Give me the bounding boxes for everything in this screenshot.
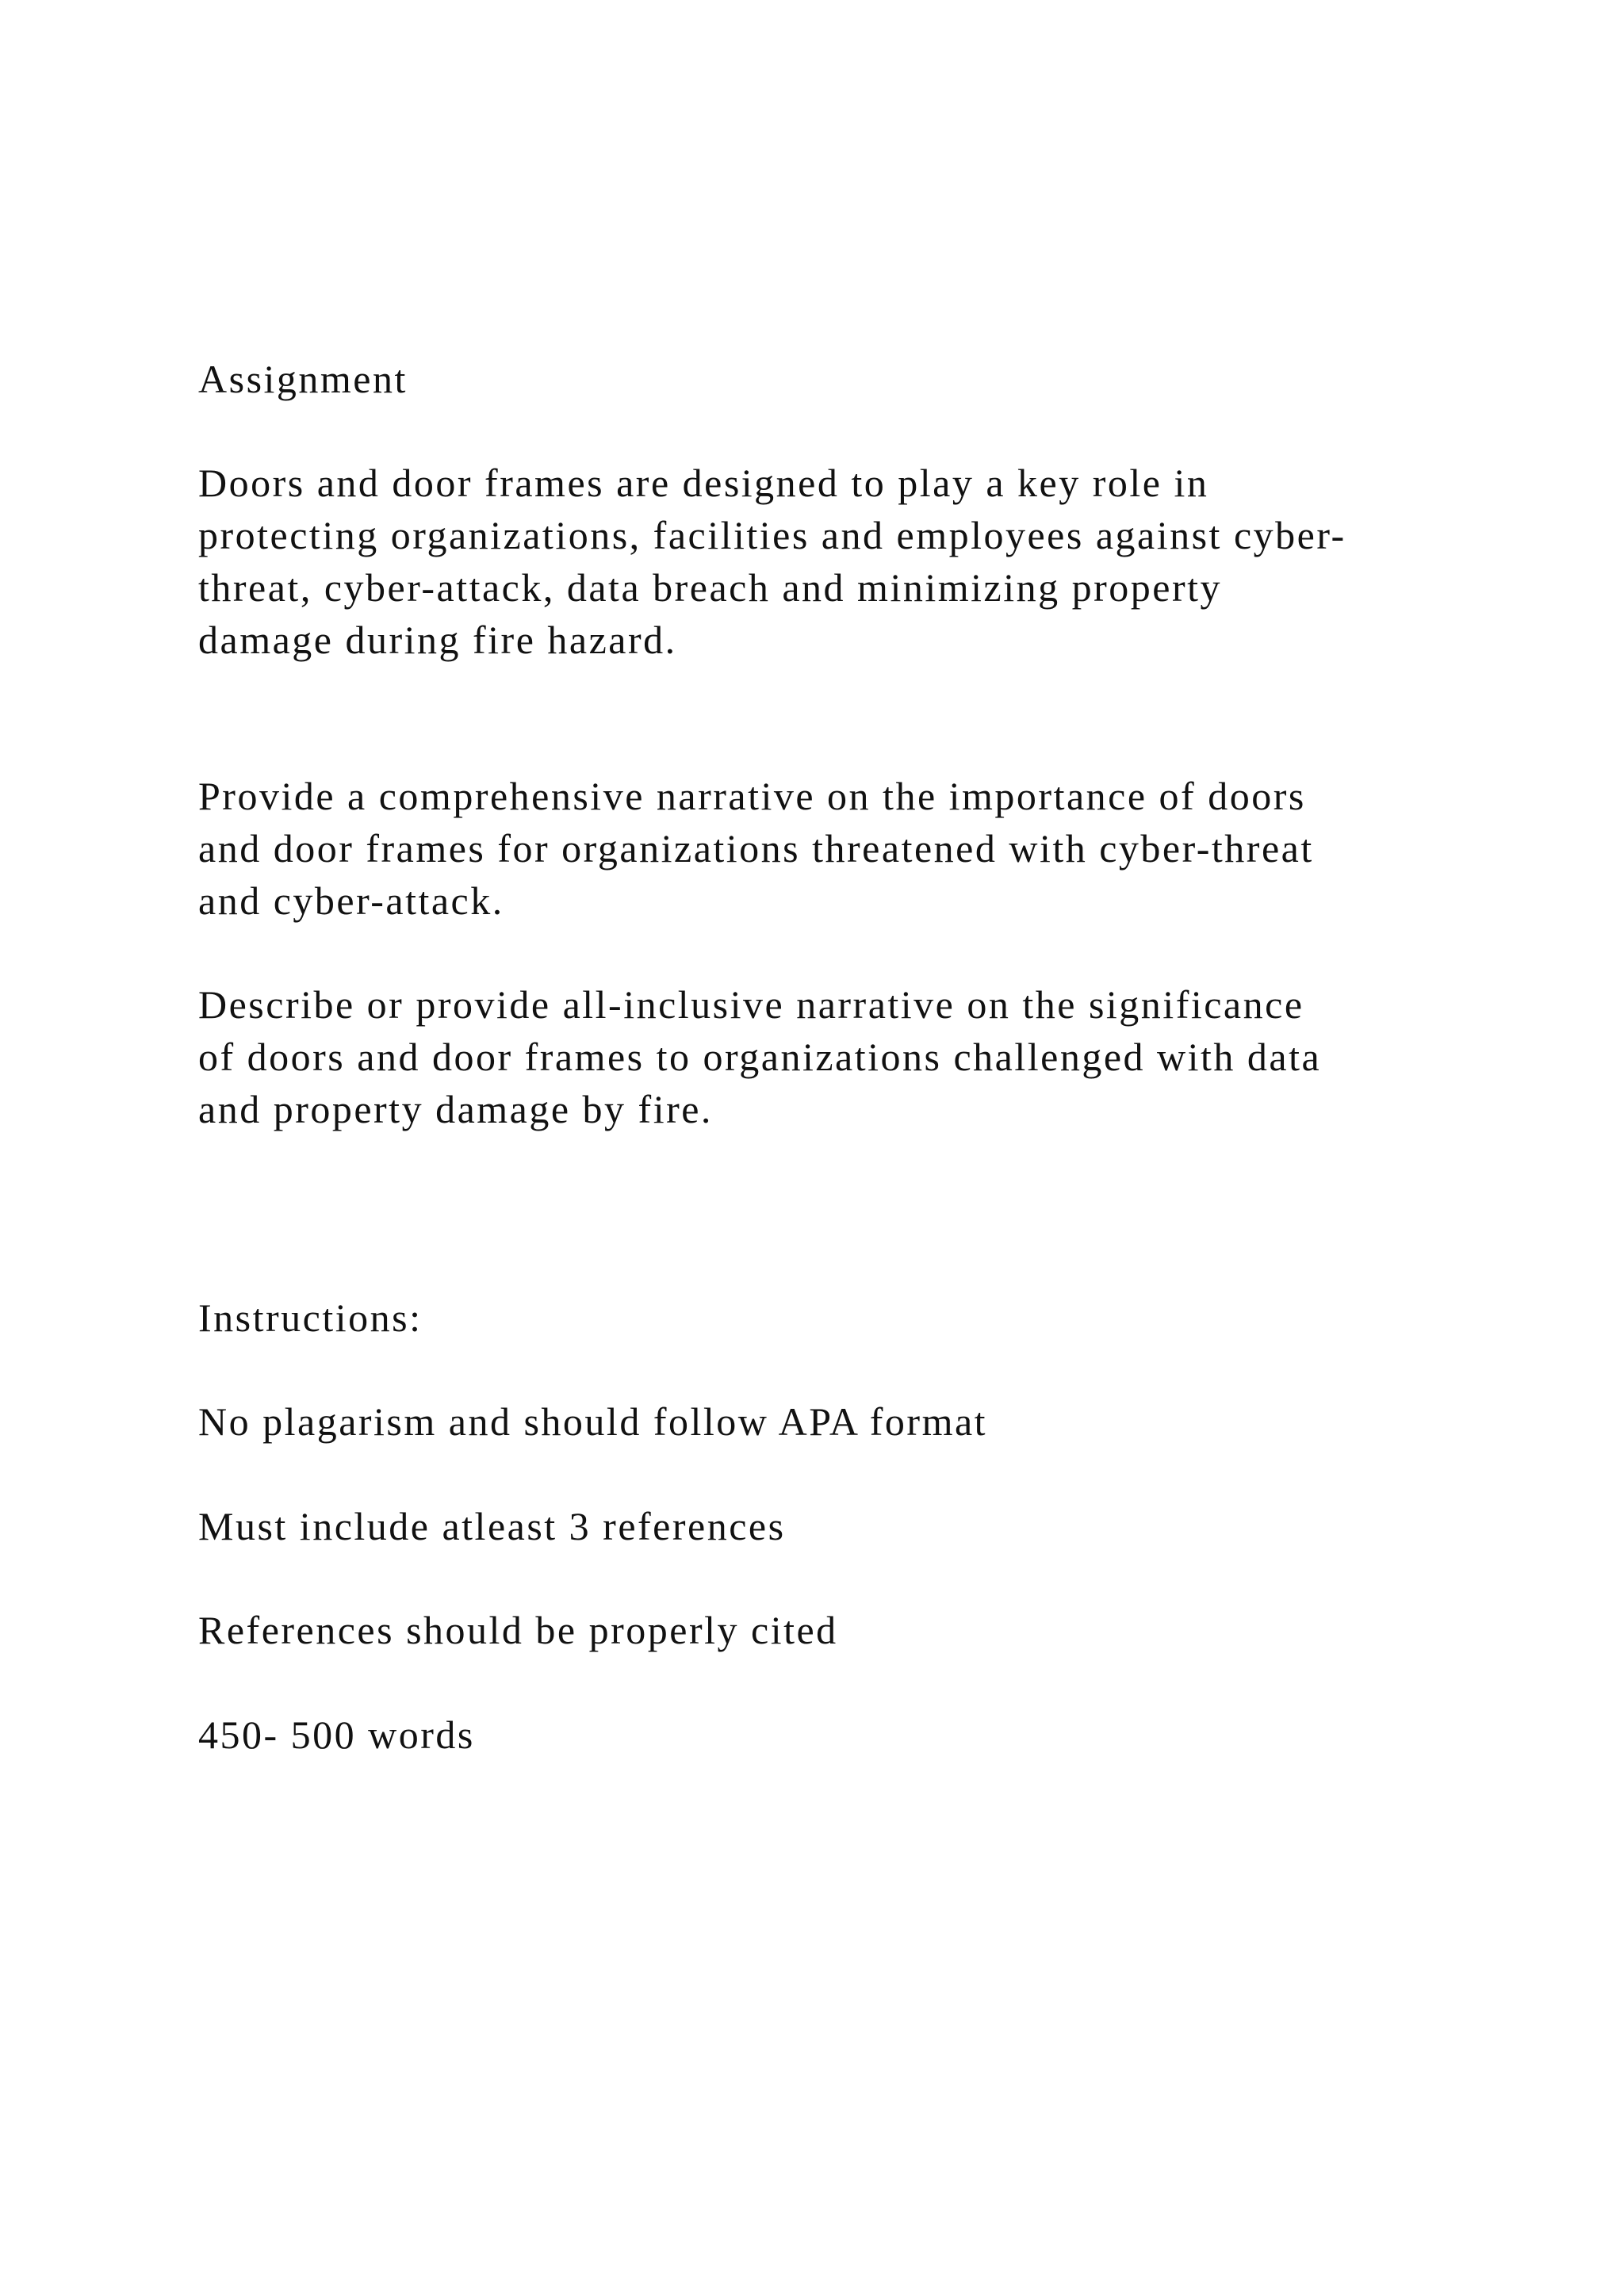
- assignment-heading: Assignment: [198, 357, 408, 401]
- instruction-item: No plagarism and should follow APA format: [198, 1399, 988, 1444]
- instruction-item: 450- 500 words: [198, 1712, 475, 1757]
- instructions-heading: Instructions:: [198, 1295, 423, 1340]
- instruction-item: Must include atleast 3 references: [198, 1504, 786, 1548]
- instruction-item: References should be properly cited: [198, 1608, 838, 1652]
- intro-paragraph: Doors and door frames are designed to play a key role in protecting organizations, facilities and employees against cyber- threat, cyber-attack, data breach and minimizing property damage during fire hazard.: [198, 461, 1346, 662]
- task-paragraph-cyber: Provide a comprehensive narrative on the importance of doors and door frames for organizations threatened with cyber-threat and cyber-attack.: [198, 774, 1314, 923]
- task-paragraph-fire: Describe or provide all-inclusive narrative on the significance of doors and door frames to organizations challenged with data and property damage by fire.: [198, 982, 1322, 1131]
